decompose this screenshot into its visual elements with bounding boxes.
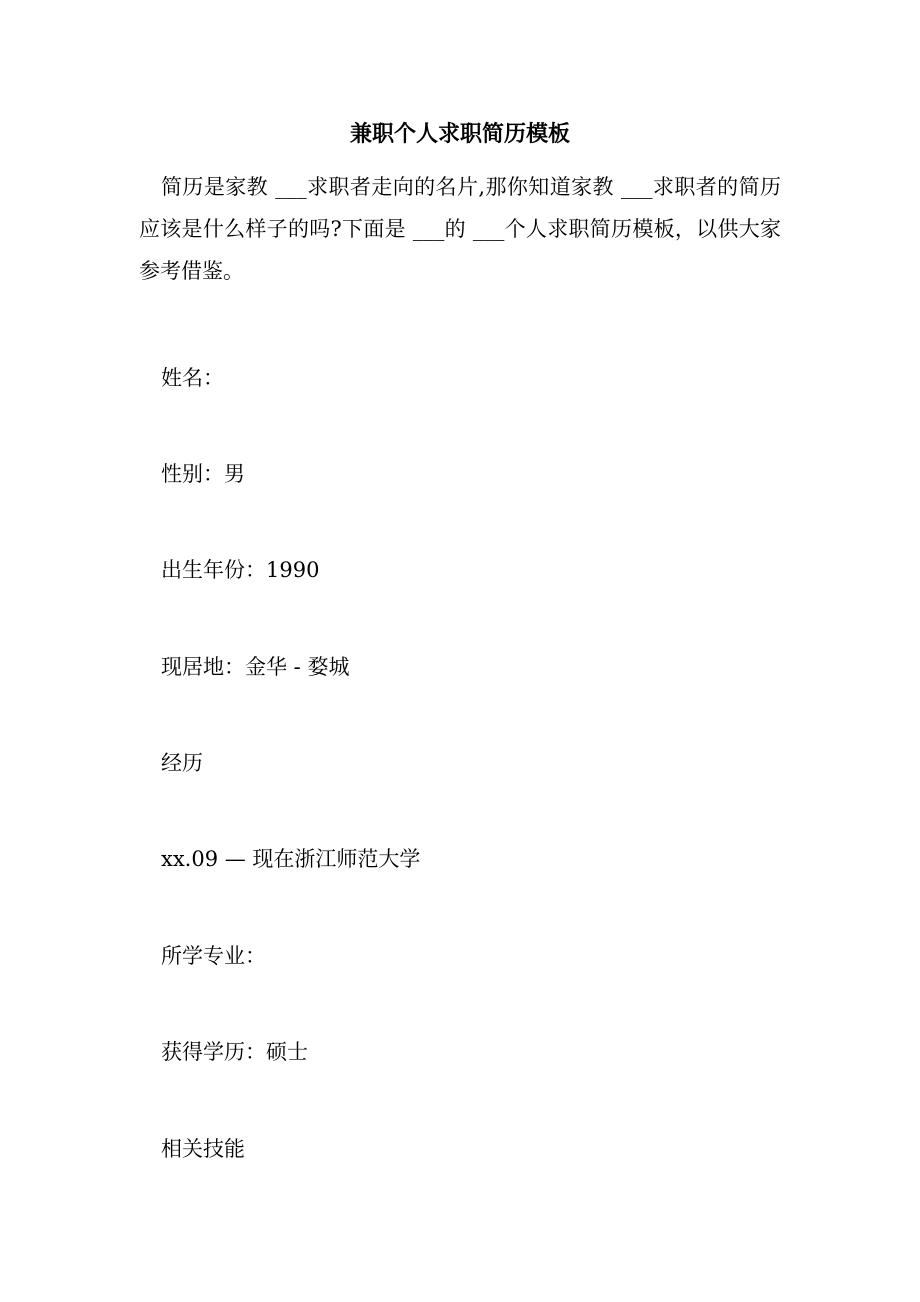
- major-field: 所学专业：: [161, 944, 266, 968]
- experience-heading: 经历: [161, 751, 203, 775]
- gender-field: 性别：男: [161, 462, 245, 486]
- intro-paragraph: 简历是家教 ___求职者走向的名片,那你知道家教 ___求职者的简历应该是什么样子的吗?下面是 ___的 ___个人求职简历模板，以供大家参考借鉴。: [139, 175, 781, 283]
- document-title: 兼职个人求职简历模板: [349, 121, 570, 147]
- education-entry: xx.09 — 现在浙江师范大学: [161, 847, 421, 871]
- degree-field: 获得学历：硕士: [161, 1040, 308, 1064]
- residence-field: 现居地：金华 - 婺城: [161, 655, 350, 679]
- name-field: 姓名：: [161, 366, 224, 390]
- skills-heading: 相关技能: [161, 1137, 245, 1161]
- birth-year-field: 出生年份：1990: [161, 558, 320, 582]
